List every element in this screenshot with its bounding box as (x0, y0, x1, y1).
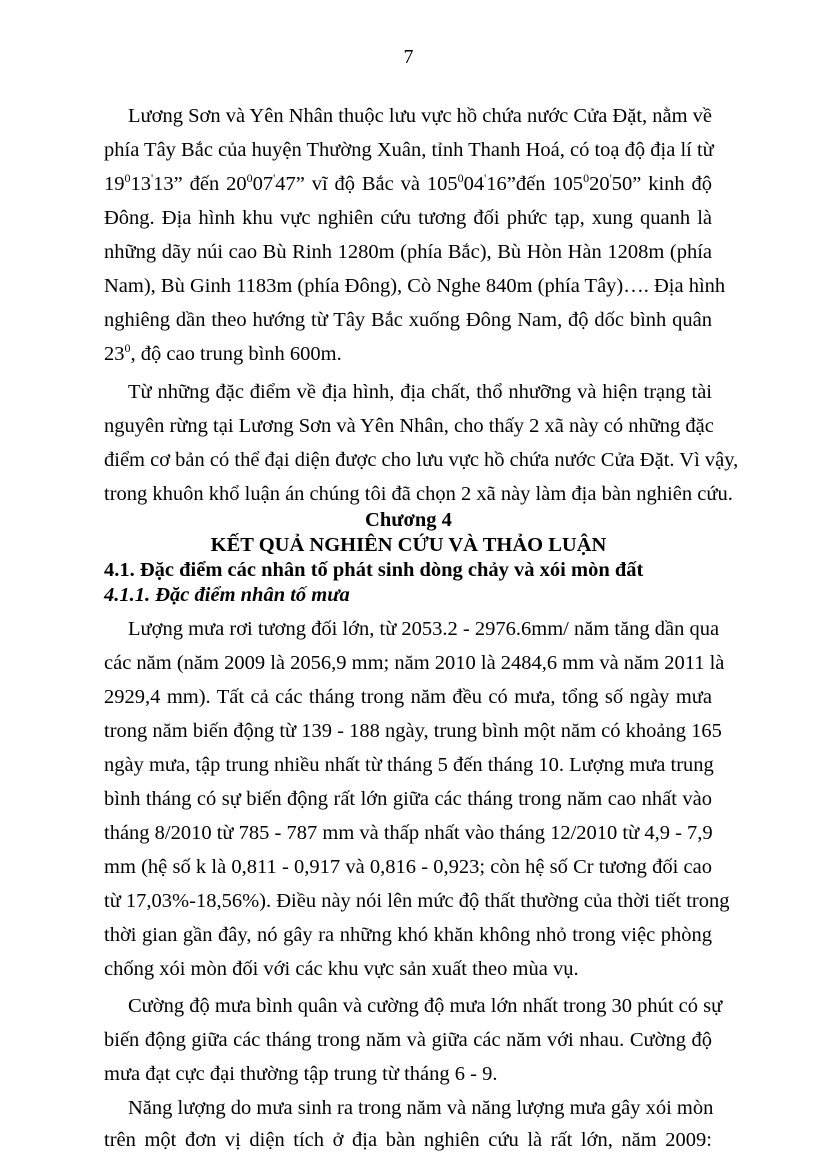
page-number: 7 (403, 46, 414, 68)
p3-line-7: tháng 8/2010 từ 785 - 787 mm và thấp nhất vào tháng 12/2010 từ 4,9 - 7,9 (104, 822, 713, 844)
p3-line-1: Lượng mưa rơi tương đối lớn, từ 2053.2 - 2976.6mm/ năm tăng dần qua (128, 618, 720, 640)
p4-line-1: Cường độ mưa bình quân và cường độ mưa lớn nhất trong 30 phút có sự (128, 995, 723, 1017)
p4-line-3: mưa đạt cực đại thường tập trung từ tháng 6 - 9. (104, 1063, 498, 1085)
p1-line-7: nghiêng dần theo hướng từ Tây Bắc xuống Đông Nam, độ dốc bình quân (104, 309, 712, 331)
chapter-label: Chương 4 (365, 509, 452, 531)
p2-line-3: điểm cơ bản có thể đại diện được cho lưu vực hồ chứa nước Cửa Đặt. Vì vậy, (104, 449, 739, 471)
p4-line-2: biến động giữa các tháng trong năm và giữa các năm với nhau. Cường độ (104, 1029, 712, 1051)
p1-line-4: Đông. Địa hình khu vực nghiên cứu tương đối phức tạp, xung quanh là (104, 207, 712, 229)
p3-line-5: ngày mưa, tập trung nhiều nhất từ tháng 5 đến tháng 10. Lượng mưa trung (104, 754, 714, 776)
p5-line-1: Năng lượng do mưa sinh ra trong năm và năng lượng mưa gây xói mòn (128, 1097, 714, 1119)
p3-line-9: từ 17,03%-18,56%). Điều này nói lên mức độ thất thường của thời tiết trong (104, 890, 730, 912)
p1-line-8: $23^0$, độ cao trung bình 600m. (104, 341, 342, 365)
p1-line-2: phía Tây Bắc của huyện Thường Xuân, tỉnh Thanh Hoá, có toạ độ địa lí từ (104, 139, 714, 161)
subsection-heading: 4.1.1. Đặc điểm nhân tố mưa (104, 584, 350, 606)
p3-line-8: mm (hệ số k là 0,811 - 0,917 và 0,816 - 0,923; còn hệ số Cr tương đối cao (104, 856, 712, 878)
p2-line-1: Từ những đặc điểm về địa hình, địa chất, thổ nhưỡng và hiện trạng tài (128, 381, 712, 403)
p2-line-4: trong khuôn khổ luận án chúng tôi đã chọn 2 xã này làm địa bàn nghiên cứu. (104, 483, 733, 505)
p3-line-6: bình tháng có sự biến động rất lớn giữa các tháng trong năm cao nhất vào (104, 788, 712, 810)
p3-line-3: 2929,4 mm). Tất cả các tháng trong năm đều có mưa, tổng số ngày mưa (104, 686, 712, 708)
p1-line-3: $19^013'13$” đến $20^007'47$” vĩ độ Bắc và $105^004'16”đến$ $105^020'50$” kinh độ (104, 171, 712, 195)
p3-line-4: trong năm biến động từ 139 - 188 ngày, trung bình một năm có khoảng 165 (104, 720, 722, 742)
p1-line-1: Lương Sơn và Yên Nhân thuộc lưu vực hồ chứa nước Cửa Đặt, nằm về (128, 105, 713, 127)
p1-line-5: những dãy núi cao Bù Rinh 1280m (phía Bắc), Bù Hòn Hàn 1208m (phía (104, 241, 712, 263)
p2-line-2: nguyên rừng tại Lương Sơn và Yên Nhân, cho thấy 2 xã này có những đặc (104, 415, 714, 437)
p3-line-2: các năm (năm 2009 là 2056,9 mm; năm 2010 là 2484,6 mm và năm 2011 là (104, 652, 725, 674)
p3-line-10: thời gian gần đây, nó gây ra những khó khăn không nhỏ trong việc phòng (104, 924, 712, 946)
p3-line-11: chống xói mòn đối với các khu vực sản xuất theo mùa vụ. (104, 958, 579, 980)
chapter-title: KẾT QUẢ NGHIÊN CỨU VÀ THẢO LUẬN (210, 534, 607, 556)
p5-line-2: trên một đơn vị diện tích ở địa bàn nghiên cứu là rất lớn, năm 2009: (104, 1129, 712, 1151)
p1-line-6: Nam), Bù Ginh 1183m (phía Đông), Cò Nghe 840m (phía Tây)…. Địa hình (104, 275, 726, 297)
section-heading: 4.1. Đặc điểm các nhân tố phát sinh dòng chảy và xói mòn đất (104, 559, 644, 581)
